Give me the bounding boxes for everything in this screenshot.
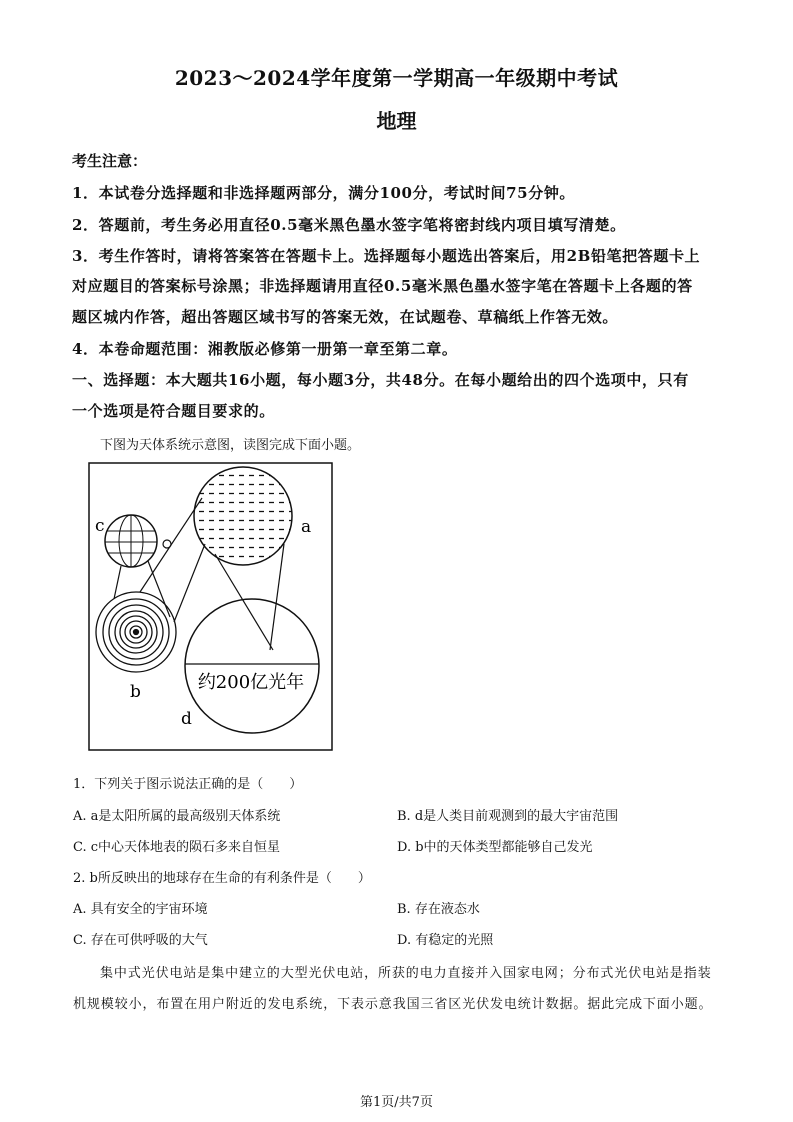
section-heading: 一、选择题：本大题共16小题，每小题3分，共48分。在每小题给出的四个选项中，只有 xyxy=(72,371,689,389)
label-a: a xyxy=(301,517,312,537)
section-heading-cont: 一个选项是符合题目要求的。 xyxy=(72,402,275,420)
label-d: d xyxy=(181,709,192,729)
notice-item: 3．考生作答时，请将答案答在答题卡上。选择题每小题选出答案后，用2B铅笔把答题卡上 xyxy=(72,247,701,265)
option: D. 有稳定的光照 xyxy=(397,933,494,948)
globe-c xyxy=(105,515,157,567)
option: A. 具有安全的宇宙环境 xyxy=(73,902,208,917)
notice-item: 2．答题前，考生务必用直径0.5毫米黑色墨水签字笔将密封线内项目填写清楚。 xyxy=(72,216,626,234)
option: C. 存在可供呼吸的大气 xyxy=(73,933,208,948)
label-b: b xyxy=(130,682,141,702)
question-stem: 2. b所反映出的地球存在生命的有利条件是（ ） xyxy=(73,871,371,886)
exam-title: 2023～2024学年度第一学期高一年级期中考试 xyxy=(174,66,619,90)
question-stem: 1．下列关于图示说法正确的是（ ） xyxy=(73,777,303,792)
notice-item: 1．本试卷分选择题和非选择题两部分，满分100分，考试时间75分钟。 xyxy=(72,184,576,202)
passage-line: 集中式光伏电站是集中建立的大型光伏电站，所获的电力直接并入国家电网；分布式光伏电站是指装 xyxy=(100,966,712,981)
passage-line: 机规模较小，布置在用户附近的发电系统，下表示意我国三省区光伏发电统计数据。据此完成下面小题。 xyxy=(73,997,713,1012)
notice-heading: 考生注意： xyxy=(72,152,148,170)
notice-item: 4．本卷命题范围：湘教版必修第一册第一章至第二章。 xyxy=(72,340,458,358)
option: B. d是人类目前观测到的最大宇宙范围 xyxy=(397,809,619,824)
option: A. a是太阳所属的最高级别天体系统 xyxy=(73,809,281,824)
scale-label: 约200亿光年 xyxy=(197,672,305,693)
notice-item: 题区城内作答，超出答题区域书写的答案无效，在试题卷、草稿纸上作答无效。 xyxy=(72,308,619,326)
circle-d xyxy=(185,599,319,733)
option: B. 存在液态水 xyxy=(397,902,480,917)
option: D. b中的天体类型都能够自己发光 xyxy=(397,840,593,855)
celestial-system-diagram xyxy=(88,462,334,752)
label-c: c xyxy=(95,516,105,536)
page-number: 第1页/共7页 xyxy=(360,1095,433,1110)
subject-title: 地理 xyxy=(376,109,417,133)
figure-intro: 下图为天体系统示意图，读图完成下面小题。 xyxy=(100,438,361,453)
option: C. c中心天体地表的陨石多来自恒星 xyxy=(73,840,281,855)
notice-item: 对应题目的答案标号涂黑；非选择题请用直径0.5毫米黑色墨水签字笔在答题卡上各题的答 xyxy=(72,277,693,295)
